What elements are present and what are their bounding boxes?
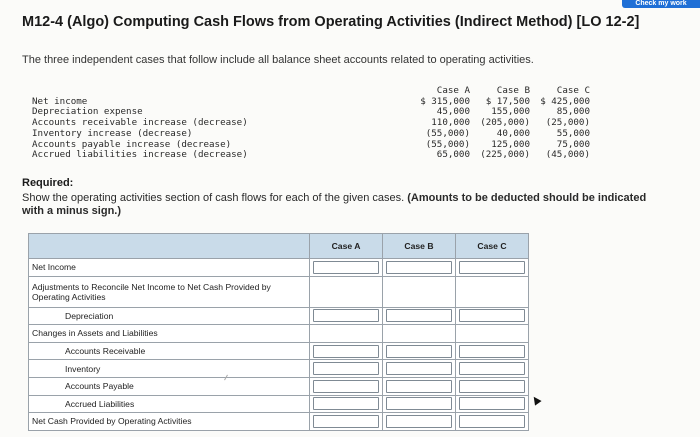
- data-cell: 45,000: [436, 106, 470, 118]
- answer-header-case-c: Case C: [456, 234, 529, 259]
- page-title: M12-4 (Algo) Computing Cash Flows from Operating Activities (Indirect Method) [LO 12-2]: [22, 14, 640, 30]
- inventory-case-b-input[interactable]: [386, 362, 452, 375]
- answer-header-case-b: Case B: [383, 234, 456, 259]
- net-cash-case-c-input[interactable]: [459, 415, 525, 428]
- inventory-case-a-input[interactable]: [313, 362, 379, 375]
- table-row: [29, 395, 529, 413]
- inventory-case-c-input[interactable]: [459, 362, 525, 375]
- net-income-case-c-input[interactable]: [459, 261, 525, 274]
- data-cell: $ 17,500: [485, 95, 530, 107]
- row-label-accounts-receivable: Accounts Receivable: [29, 342, 310, 360]
- table-row: [29, 307, 529, 325]
- check-my-work-button[interactable]: Check my work: [622, 0, 700, 8]
- accounts-receivable-case-b-input[interactable]: [386, 345, 452, 358]
- data-cell: (225,000): [480, 149, 530, 161]
- table-row: [29, 276, 529, 307]
- blank-cell: [383, 276, 456, 307]
- data-cell: (55,000): [425, 127, 470, 139]
- blank-cell: [310, 276, 383, 307]
- answer-table: [28, 233, 529, 431]
- row-label-net-cash: Net Cash Provided by Operating Activities: [29, 413, 310, 431]
- accounts-payable-case-a-input[interactable]: [313, 380, 379, 393]
- data-cell: 40,000: [496, 127, 530, 139]
- blank-cell: [456, 276, 529, 307]
- table-row: [29, 342, 529, 360]
- answer-table-corner: [29, 234, 310, 259]
- data-header-case-c: Case C: [556, 85, 590, 96]
- row-label-accounts-payable: Accounts Payable: [29, 377, 310, 395]
- data-row-label: Inventory increase (decrease): [32, 127, 193, 139]
- row-label-accrued-liabilities: Accrued Liabilities: [29, 395, 310, 413]
- depreciation-case-c-input[interactable]: [459, 309, 525, 322]
- data-cell: (45,000): [545, 149, 590, 161]
- data-row-label: Accounts payable increase (decrease): [32, 138, 232, 150]
- data-cell: 110,000: [431, 117, 470, 129]
- data-cell: 75,000: [556, 138, 590, 150]
- data-cell: $ 425,000: [540, 95, 590, 107]
- data-cell: 55,000: [556, 127, 590, 139]
- blank-cell: [456, 325, 529, 343]
- data-cell: (55,000): [425, 138, 470, 150]
- row-label-net-income: Net Income: [29, 259, 310, 277]
- required-instructions: [22, 192, 662, 218]
- mouse-cursor-icon: [530, 394, 541, 405]
- data-row-label: Accrued liabilities increase (decrease): [32, 149, 248, 161]
- accounts-receivable-case-c-input[interactable]: [459, 345, 525, 358]
- data-row-label: Accounts receivable increase (decrease): [32, 117, 248, 129]
- data-header-case-b: Case B: [496, 85, 530, 96]
- row-label-changes: Changes in Assets and Liabilities: [29, 325, 310, 343]
- data-cell: (205,000): [480, 117, 530, 129]
- table-row: [29, 360, 529, 378]
- required-note: (Amounts to be deducted should be indicated with a minus sign.): [22, 192, 647, 217]
- data-header-case-a: Case A: [436, 85, 470, 96]
- intro-text: The three independent cases that follow include all balance sheet accounts related to operating activities.: [22, 54, 534, 66]
- net-income-case-a-input[interactable]: [313, 261, 379, 274]
- data-cell: 155,000: [491, 106, 530, 118]
- accounts-payable-case-b-input[interactable]: [386, 380, 452, 393]
- accounts-receivable-case-a-input[interactable]: [313, 345, 379, 358]
- data-cell: $ 315,000: [420, 95, 470, 107]
- row-label-inventory: Inventory: [29, 360, 310, 378]
- row-label-adjustments: Adjustments to Reconcile Net Income to Net Cash Provided by Operating Activities: [29, 276, 310, 307]
- required-heading: Required:: [22, 177, 74, 189]
- net-cash-case-b-input[interactable]: [386, 415, 452, 428]
- data-cell: (25,000): [545, 117, 590, 129]
- table-row: [29, 413, 529, 431]
- required-text: Show the operating activities section of cash flows for each of the given cases.: [22, 192, 405, 204]
- blank-cell: [383, 325, 456, 343]
- data-row-label: Net income: [32, 95, 88, 107]
- net-cash-case-a-input[interactable]: [313, 415, 379, 428]
- row-label-depreciation: Depreciation: [29, 307, 310, 325]
- net-income-case-b-input[interactable]: [386, 261, 452, 274]
- accounts-payable-case-c-input[interactable]: [459, 380, 525, 393]
- table-row: [29, 259, 529, 277]
- data-cell: 125,000: [491, 138, 530, 150]
- blank-cell: [310, 325, 383, 343]
- data-cell: 65,000: [436, 149, 470, 161]
- answer-header-case-a: Case A: [310, 234, 383, 259]
- accrued-liabilities-case-b-input[interactable]: [386, 397, 452, 410]
- table-row: [29, 377, 529, 395]
- depreciation-case-a-input[interactable]: [313, 309, 379, 322]
- table-row: [29, 325, 529, 343]
- data-row-label: Depreciation expense: [32, 106, 143, 118]
- accrued-liabilities-case-c-input[interactable]: [459, 397, 525, 410]
- data-cell: 85,000: [556, 106, 590, 118]
- accrued-liabilities-case-a-input[interactable]: [313, 397, 379, 410]
- depreciation-case-b-input[interactable]: [386, 309, 452, 322]
